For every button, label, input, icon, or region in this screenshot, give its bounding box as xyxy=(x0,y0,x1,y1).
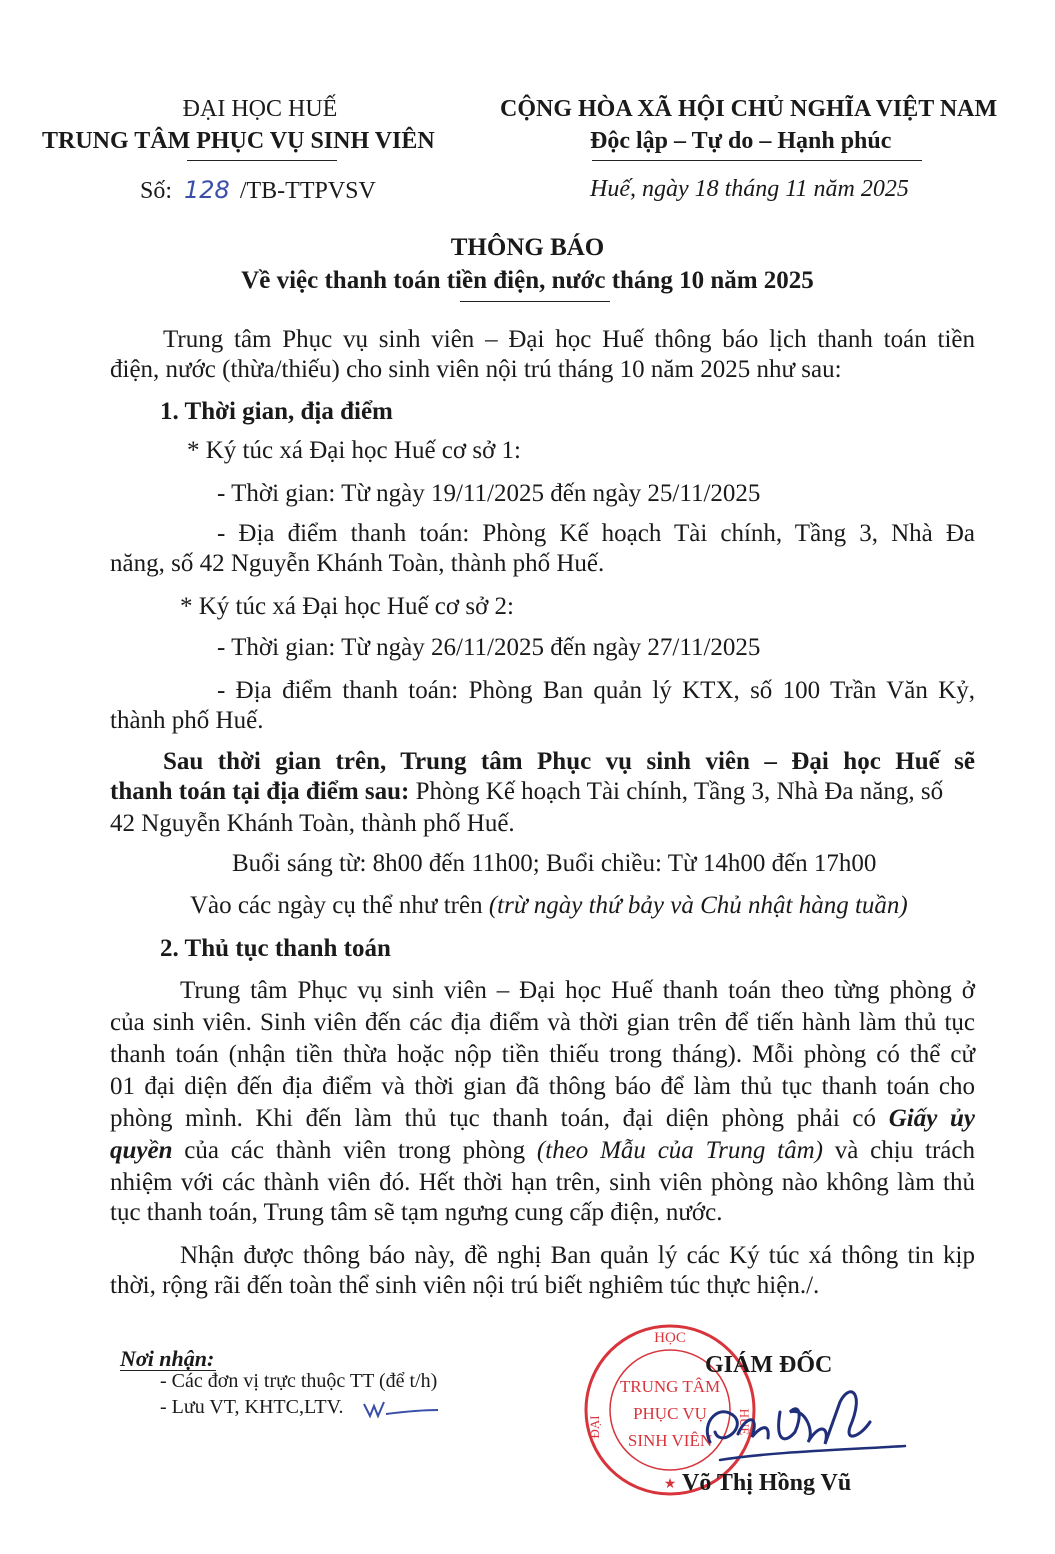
number-suffix: /TB-TTPVSV xyxy=(239,178,376,204)
campus2-place-line-2: thành phố Huế. xyxy=(110,707,264,734)
header-center-name: TRUNG TÂM PHỤC VỤ SINH VIÊN xyxy=(42,128,435,154)
campus1-time: - Thời gian: Từ ngày 19/11/2025 đến ngày 25/11/2025 xyxy=(217,480,761,507)
after-line-1: Sau thời gian trên, Trung tâm Phục vụ sinh viên – Đại học Huế sẽ xyxy=(163,748,975,775)
stamp-top-text: HỌC xyxy=(654,1330,686,1346)
header-university: ĐẠI HỌC HUẾ xyxy=(182,96,338,122)
after-line-2-bold: thanh toán tại địa điểm sau: xyxy=(110,778,410,805)
header-country: CỘNG HÒA XÃ HỘI CHỦ NGHĨA VIỆT NAM xyxy=(500,96,998,122)
working-days-prefix: Vào các ngày cụ thể như trên xyxy=(190,892,489,919)
proc-line-8: tục thanh toán, Trung tâm sẽ tạm ngưng cung cấp điện, nước. xyxy=(110,1199,723,1226)
campus1-place-line-2: năng, số 42 Nguyễn Khánh Toàn, thành phố Huế. xyxy=(110,550,605,577)
office-hours: Buổi sáng từ: 8h00 đến 11h00; Buổi chiều: Từ 14h00 đến 17h00 xyxy=(232,850,877,877)
proc-line-4: 01 đại diện đến địa điểm và thời gian đã thông báo để làm thủ tục thanh toán cho xyxy=(110,1073,975,1100)
proc-line-1: Trung tâm Phục vụ sinh viên – Đại học Huế thanh toán theo từng phòng ở xyxy=(180,977,975,1004)
closing-line-2: thời, rộng rãi đến toàn thể sinh viên nội trú biết nghiêm túc thực hiện./. xyxy=(110,1272,820,1299)
number-prefix: Số: xyxy=(140,178,173,204)
proc-line-5 xyxy=(110,1103,975,1135)
campus1-label: * Ký túc xá Đại học Huế cơ sở 1: xyxy=(187,437,521,464)
campus2-time: - Thời gian: Từ ngày 26/11/2025 đến ngày 27/11/2025 xyxy=(217,634,761,661)
proc-line-6-text: của các thành viên trong phòng xyxy=(172,1137,537,1164)
section1-heading: 1. Thời gian, địa điểm xyxy=(160,398,393,425)
place-date: Huế, ngày 18 tháng 11 năm 2025 xyxy=(590,176,909,202)
stamp-side-left: ĐẠI xyxy=(587,1415,602,1439)
closing-line-1: Nhận được thông báo này, đề nghị Ban quản lý các Ký túc xá thông tin kịp xyxy=(180,1242,975,1269)
after-line-2-rest: Phòng Kế hoạch Tài chính, Tầng 3, Nhà Đa năng, số xyxy=(409,778,944,805)
recipient-item-1: - Các đơn vị trực thuộc TT (để t/h) xyxy=(160,1370,438,1392)
proc-line-5-bold: Giấy ủy xyxy=(888,1105,975,1132)
header-right-underline xyxy=(592,160,922,161)
proc-line-5-text: phòng mình. Khi đến làm thủ tục thanh toán, đại diện phòng phải có xyxy=(110,1105,889,1132)
header-left-underline xyxy=(187,160,337,161)
campus2-place-line-1: - Địa điểm thanh toán: Phòng Ban quản lý KTX, số 100 Trần Văn Kỷ, xyxy=(217,677,975,704)
section2-heading: 2. Thủ tục thanh toán xyxy=(160,935,391,962)
proc-line-6-end: và chịu trách xyxy=(822,1137,975,1164)
working-days xyxy=(190,892,908,920)
proc-line-6-italic: (theo Mẫu của Trung tâm) xyxy=(536,1137,823,1164)
proc-line-6-bold: quyền xyxy=(110,1137,173,1164)
header-motto: Độc lập – Tự do – Hạnh phúc xyxy=(590,128,892,154)
stamp-star-icon: ★ xyxy=(663,1476,677,1492)
after-line-3: 42 Nguyễn Khánh Toàn, thành phố Huế. xyxy=(110,810,515,837)
stamp-line-1: TRUNG TÂM xyxy=(619,1377,721,1396)
stamp-line-2: PHỤC VỤ xyxy=(633,1404,707,1423)
title-underline xyxy=(460,301,610,302)
stamp-line-3: SINH VIÊN xyxy=(627,1431,713,1450)
document-number xyxy=(140,176,376,205)
working-days-exception: (trừ ngày thứ bảy và Chủ nhật hàng tuần) xyxy=(488,892,908,919)
proc-line-6 xyxy=(110,1135,975,1167)
signer-title: GIÁM ĐỐC xyxy=(705,1352,833,1378)
campus2-label: * Ký túc xá Đại học Huế cơ sở 2: xyxy=(180,593,514,620)
after-line-2 xyxy=(110,778,943,806)
recipient-item-2: - Lưu VT, KHTC,LTV. xyxy=(160,1396,344,1418)
signer-name: Võ Thị Hồng Vũ xyxy=(682,1470,852,1496)
proc-line-7: nhiệm với các thành viên đó. Hết thời hạn trên, sinh viên phòng nào không làm thủ xyxy=(110,1169,975,1196)
number-handwritten: 128 xyxy=(184,176,230,204)
recipients-heading: Nơi nhận: xyxy=(120,1346,215,1371)
campus1-place-line-1: - Địa điểm thanh toán: Phòng Kế hoạch Tài chính, Tầng 3, Nhà Đa xyxy=(217,520,975,547)
initials-mark-icon xyxy=(362,1398,442,1422)
intro-line-2: điện, nước (thừa/thiếu) cho sinh viên nội trú tháng 10 năm 2025 như sau: xyxy=(110,356,842,383)
handwritten-signature xyxy=(690,1372,920,1482)
stamp-side-right: HUẾ xyxy=(737,1408,752,1436)
proc-line-3: thanh toán (nhận tiền thừa hoặc nộp tiền thiếu trong tháng). Mỗi phòng có thể cử xyxy=(110,1041,975,1068)
doc-title: THÔNG BÁO xyxy=(450,234,605,261)
proc-line-2: của sinh viên. Sinh viên đến các địa điểm và thời gian trên để tiến hành làm thủ tục xyxy=(110,1009,975,1036)
doc-subtitle: Về việc thanh toán tiền điện, nước tháng 10 năm 2025 xyxy=(241,267,814,294)
intro-line-1: Trung tâm Phục vụ sinh viên – Đại học Huế thông báo lịch thanh toán tiền xyxy=(163,326,975,353)
